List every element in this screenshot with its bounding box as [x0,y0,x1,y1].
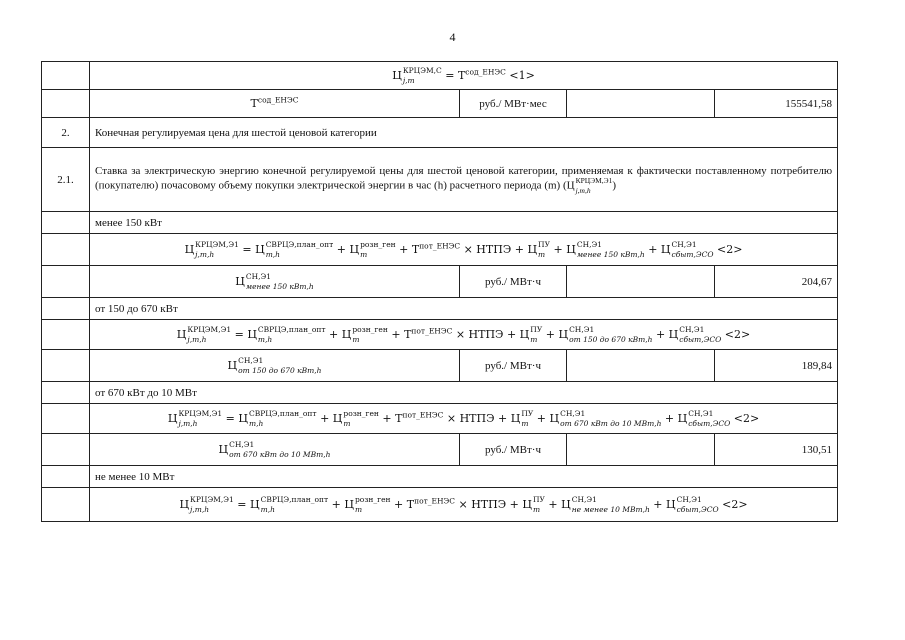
table-row [42,466,838,488]
group-subtitle: менее 150 кВт [90,212,838,234]
section-number: 2. [42,118,90,148]
formula: Ц КРЦЭМ,Э1 j,m,h = Ц СВРЦЭ,план_опт m,h + Ц розн_ген m + $Т^{пот\_ЕНЭС}$ × НТПЭ + Ц ПУ m + Ц СН,Э1 не менее 10 МВт,h + Ц СН,Э1 сбыт,ЭСО <2> [179,494,748,514]
group-subtitle: от 150 до 670 кВт [90,298,838,320]
formula-cell [90,234,838,266]
table-row [42,90,838,118]
formula: Ц КРЦЭМ,Э1 j,m,h = Ц СВРЦЭ,план_опт m,h + Ц розн_ген m + $Т^{пот\_ЕНЭС}$ × НТПЭ + Ц ПУ m + Ц СН,Э1 от 670 кВт до 10 МВт,h + Ц СН,Э1 сбыт,ЭСО <2> [167,408,760,428]
tariff-table [41,61,838,522]
table-row [42,350,838,382]
formula-cell [90,320,838,350]
value-cell: 204,67 [715,266,838,298]
table-row [42,404,838,434]
section-title: Конечная регулируемая цена для шестой ценовой категории [90,118,838,148]
table-row [42,118,838,148]
formula-cell [90,62,838,90]
table-row [42,266,838,298]
table-row [42,62,838,90]
unit-cell: руб./ МВт·ч [460,266,567,298]
unit-cell: руб./ МВт·ч [460,350,567,382]
formula-cell [90,404,838,434]
formula: Ц КРЦЭМ,С j,m = $Т^{сод\_ЕНЭС} <1>$ [392,65,535,85]
table-row [42,234,838,266]
unit-cell: руб./ МВт·мес [460,90,567,118]
table-row [42,382,838,404]
formula: Ц КРЦЭМ,Э1 j,m,h = Ц СВРЦЭ,план_опт m,h + Ц розн_ген m + $Т^{пот\_ЕНЭС}$ × НТПЭ + Ц ПУ m + Ц СН,Э1 менее 150 кВт,h + Ц СН,Э1 сбыт,ЭСО <2> [184,239,743,259]
param-label: Ц СН,Э1 от 670 кВт до 10 МВт,h [90,434,460,466]
table-row [42,212,838,234]
item-number: 2.1. [42,148,90,212]
item-description: Ставка за электрическую энергию конечной регулируемой цены для шестой ценовой категории, применяемая к фактически поставленному потребителю (покупателю) почасовому объему покупки электрической энергии в час (h) расчетного периода (m) (Ц КРЦЭМ,Э1 j,m,h ) [90,148,838,212]
value-cell: 189,84 [715,350,838,382]
group-subtitle: не менее 10 МВт [90,466,838,488]
param-label: Ц СН,Э1 от 150 до 670 кВт,h [90,350,460,382]
table-row [42,320,838,350]
page-number: 4 [449,30,456,44]
value-cell: 155541,58 [715,90,838,118]
param-label: Ц СН,Э1 менее 150 кВт,h [90,266,460,298]
group-subtitle: от 670 кВт до 10 МВт [90,382,838,404]
formula: Ц КРЦЭМ,Э1 j,m,h = Ц СВРЦЭ,план_опт m,h + Ц розн_ген m + $Т^{пот\_ЕНЭС}$ × НТПЭ + Ц ПУ m + Ц СН,Э1 от 150 до 670 кВт,h + Ц СН,Э1 сбыт,ЭСО <2> [176,324,751,344]
formula-cell [90,488,838,522]
table-row [42,148,838,212]
value-cell: 130,51 [715,434,838,466]
table-row [42,488,838,522]
param-label: $Т^{сод\_ЕНЭС}$ [90,90,460,118]
table-row [42,434,838,466]
table-row [42,298,838,320]
unit-cell: руб./ МВт·ч [460,434,567,466]
